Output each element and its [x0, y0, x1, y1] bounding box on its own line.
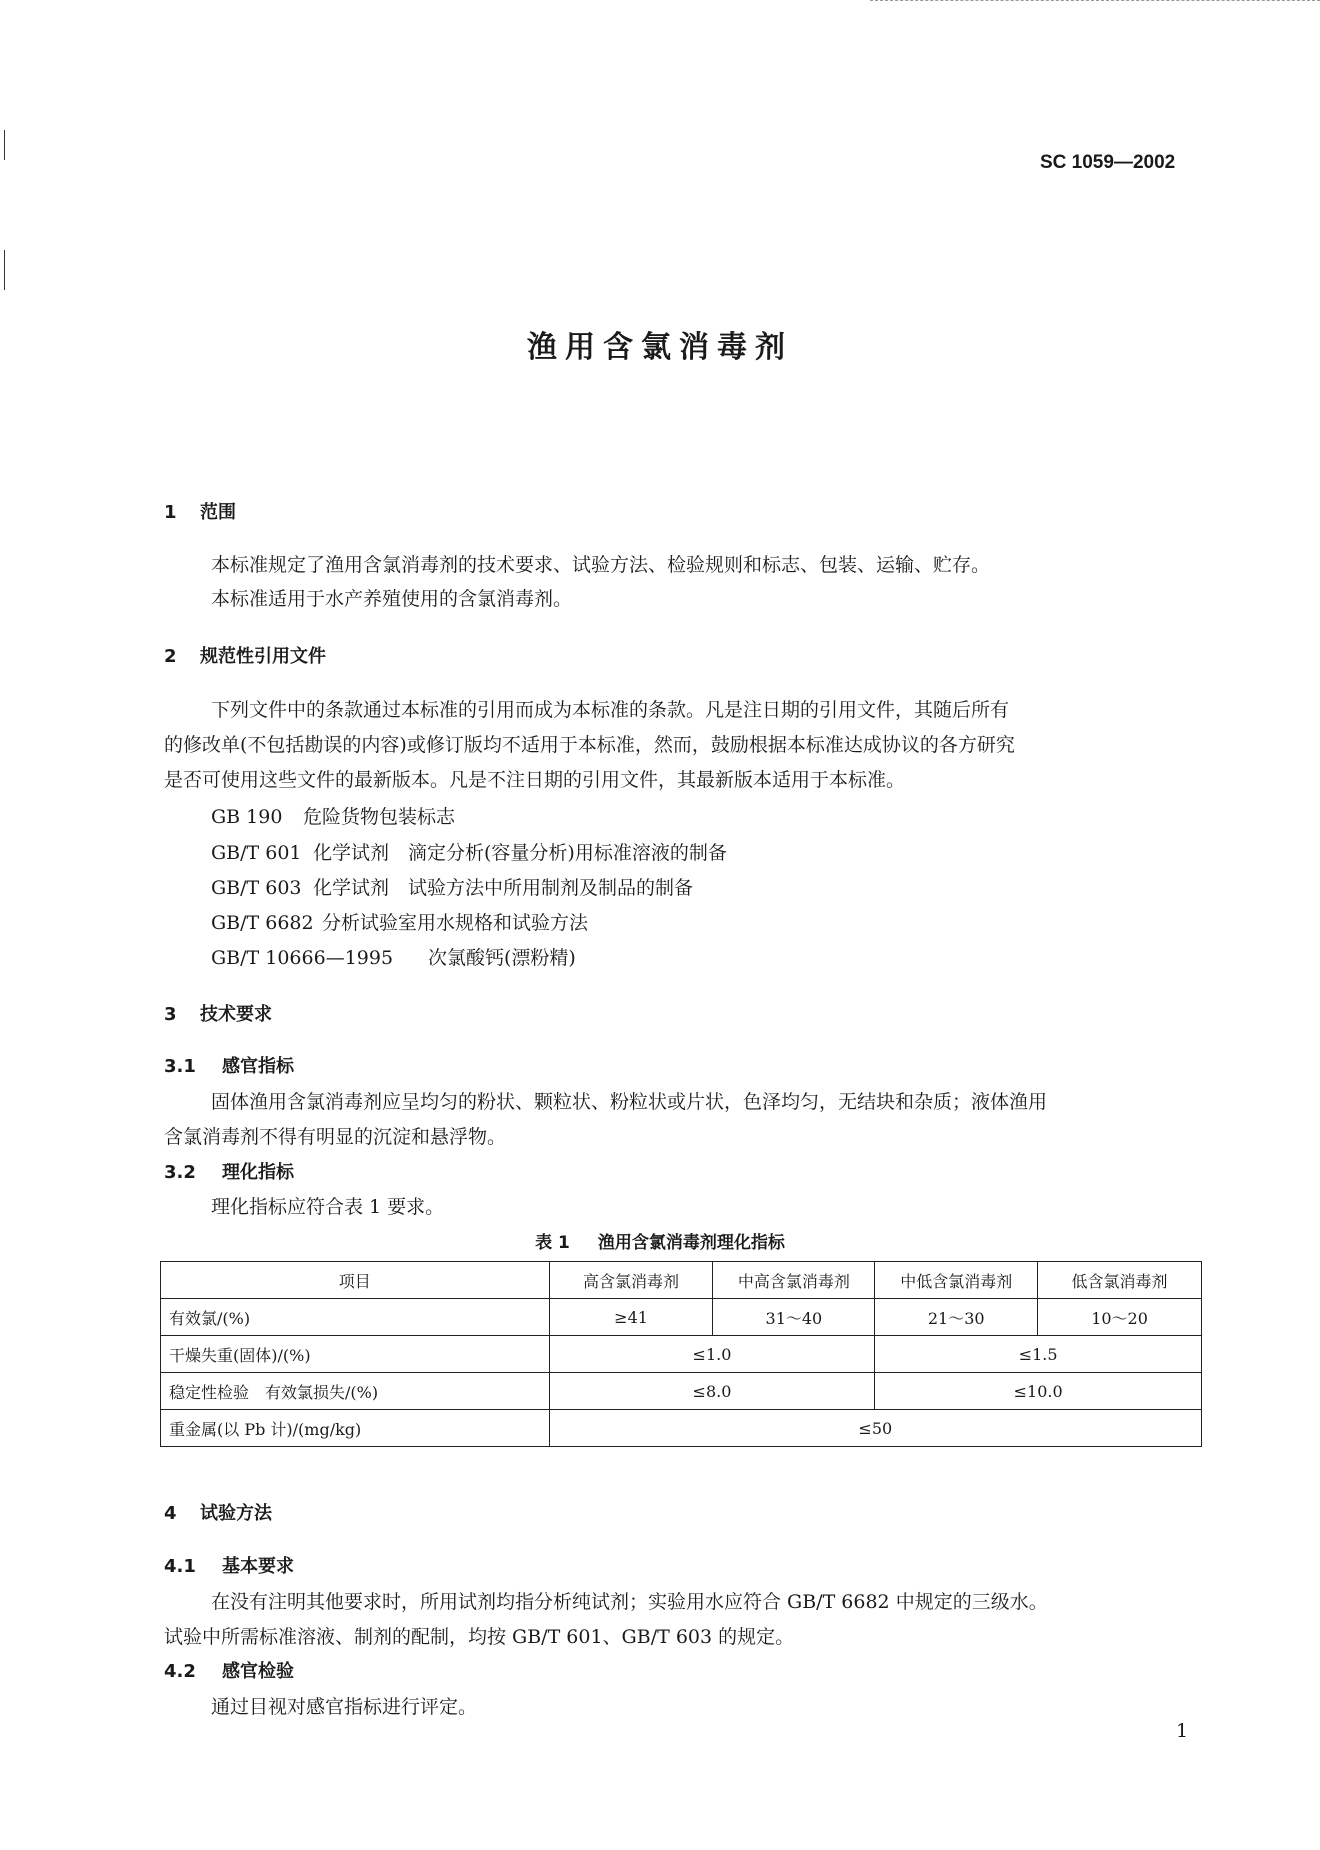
- table-title: 渔用含氯消毒剂理化指标: [597, 1233, 785, 1253]
- table-cell: 31～40: [713, 1299, 875, 1336]
- reference-code: GB/T 601: [211, 842, 302, 864]
- section-1-para: 本标准规定了渔用含氯消毒剂的技术要求、试验方法、检验规则和标志、包装、运输、贮存。: [211, 554, 991, 576]
- section-1-para: 本标准适用于水产养殖使用的含氯消毒剂。: [211, 588, 573, 610]
- subsection-4-1-para: 试验中所需标准溶液、制剂的配制，均按 GB/T 601、GB/T 603 的规定。: [164, 1626, 795, 1648]
- subsection-title: 基本要求: [222, 1556, 294, 1577]
- section-number: 2: [164, 646, 177, 667]
- table-cell: 10～20: [1038, 1299, 1202, 1336]
- table-cell: ≤10.0: [875, 1373, 1202, 1410]
- table-cell: ≤50: [549, 1410, 1201, 1447]
- section-title: 试验方法: [200, 1503, 272, 1524]
- page-number: 1: [1176, 1720, 1189, 1742]
- table-cell: ≤1.5: [875, 1336, 1202, 1373]
- subsection-title: 感官指标: [222, 1056, 294, 1077]
- reference-item: [211, 802, 455, 829]
- subsection-4-2-heading: [164, 1657, 294, 1683]
- subsection-number: 3.1: [164, 1056, 196, 1077]
- reference-code: GB/T 603: [211, 877, 302, 899]
- section-title: 规范性引用文件: [200, 646, 326, 667]
- reference-item: [211, 873, 693, 900]
- reference-title: 分析试验室用水规格和试验方法: [322, 912, 589, 934]
- table-caption: [0, 1228, 1320, 1253]
- row-label: 干燥失重(固体)/(%): [161, 1336, 550, 1373]
- section-2-para: 下列文件中的条款通过本标准的引用而成为本标准的条款。凡是注日期的引用文件，其随后所有: [211, 699, 1010, 721]
- table-cell: 21～30: [875, 1299, 1038, 1336]
- section-number: 1: [164, 502, 177, 523]
- table-cell: ≤8.0: [549, 1373, 875, 1410]
- subsection-4-2-para: 通过目视对感官指标进行评定。: [211, 1696, 478, 1718]
- table-row: [161, 1336, 1202, 1373]
- subsection-4-1-para: 在没有注明其他要求时，所用试剂均指分析纯试剂；实验用水应符合 GB/T 6682 中规定的三级水。: [211, 1591, 1048, 1613]
- doc-number: SC 1059—2002: [1040, 152, 1176, 173]
- reference-code: GB 190: [211, 806, 283, 828]
- subsection-title: 理化指标: [222, 1162, 294, 1183]
- reference-item: [211, 838, 727, 865]
- table-header-cell: 高含氯消毒剂: [549, 1262, 713, 1299]
- row-label: 稳定性检验 有效氯损失/(%): [161, 1373, 550, 1410]
- reference-title: 化学试剂 滴定分析(容量分析)用标准溶液的制备: [313, 842, 727, 864]
- reference-item: [211, 908, 588, 935]
- subsection-3-2-heading: [164, 1158, 294, 1184]
- table-header-cell: 项目: [161, 1262, 550, 1299]
- scan-mark: [4, 130, 5, 160]
- table-cell: ≤1.0: [549, 1336, 875, 1373]
- section-title: 范围: [200, 502, 236, 523]
- subsection-3-2-para: 理化指标应符合表 1 要求。: [211, 1196, 445, 1218]
- reference-item: [211, 943, 576, 970]
- spec-table: [160, 1261, 1202, 1447]
- section-title: 技术要求: [200, 1004, 272, 1025]
- scan-mark: [4, 250, 5, 290]
- table-header-cell: 中高含氯消毒剂: [713, 1262, 875, 1299]
- section-2-para: 的修改单(不包括勘误的内容)或修订版均不适用于本标准，然而，鼓励根据本标准达成协议的各方研究: [164, 734, 1015, 756]
- section-number: 3: [164, 1004, 177, 1025]
- table-row: [161, 1373, 1202, 1410]
- reference-code: GB/T 10666—1995: [211, 947, 394, 969]
- top-rule: [870, 0, 1320, 3]
- section-2-heading: [164, 642, 326, 668]
- subsection-3-1-para: 含氯消毒剂不得有明显的沉淀和悬浮物。: [164, 1126, 507, 1148]
- subsection-number: 4.2: [164, 1661, 196, 1682]
- subsection-number: 4.1: [164, 1556, 196, 1577]
- section-3-heading: [164, 1000, 272, 1026]
- reference-title: 次氯酸钙(漂粉精): [428, 947, 576, 969]
- section-1-heading: [164, 498, 236, 524]
- table-cell: ≥41: [549, 1299, 713, 1336]
- table-label: 表 1: [535, 1233, 570, 1253]
- row-label: 重金属(以 Pb 计)/(mg/kg): [161, 1410, 550, 1447]
- subsection-title: 感官检验: [222, 1661, 294, 1682]
- subsection-3-1-heading: [164, 1052, 294, 1078]
- page-title: 渔用含氯消毒剂: [527, 330, 793, 365]
- table-header-row: [161, 1262, 1202, 1299]
- table-header-cell: 低含氯消毒剂: [1038, 1262, 1202, 1299]
- reference-title: 化学试剂 试验方法中所用制剂及制品的制备: [313, 877, 694, 899]
- table-header-cell: 中低含氯消毒剂: [875, 1262, 1038, 1299]
- table-row: [161, 1299, 1202, 1336]
- row-label: 有效氯/(%): [161, 1299, 550, 1336]
- reference-code: GB/T 6682: [211, 912, 314, 934]
- subsection-3-1-para: 固体渔用含氯消毒剂应呈均匀的粉状、颗粒状、粉粒状或片状，色泽均匀，无结块和杂质；液体渔用: [211, 1091, 1048, 1113]
- table-row: [161, 1410, 1202, 1447]
- subsection-4-1-heading: [164, 1552, 294, 1578]
- subsection-number: 3.2: [164, 1162, 196, 1183]
- section-4-heading: [164, 1499, 272, 1525]
- reference-title: 危险货物包装标志: [303, 806, 456, 828]
- section-2-para: 是否可使用这些文件的最新版本。凡是不注日期的引用文件，其最新版本适用于本标准。: [164, 769, 906, 791]
- section-number: 4: [164, 1503, 177, 1524]
